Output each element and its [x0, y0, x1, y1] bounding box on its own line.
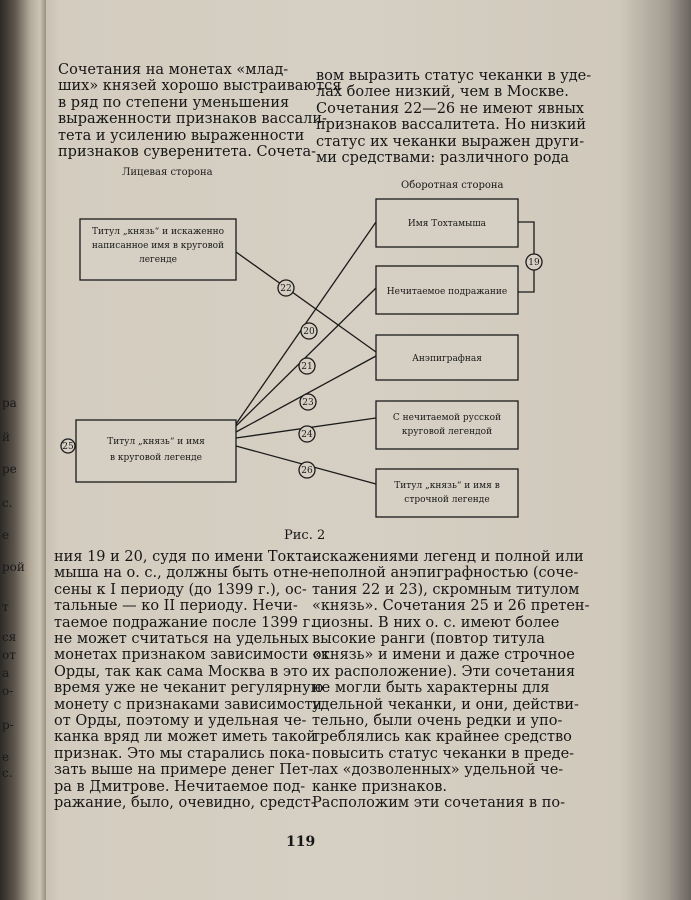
text-line: не могли быть характерны для: [312, 680, 550, 697]
text-line: Сочетания на монетах «млад-: [58, 62, 289, 78]
text-line: время уже не чеканит регулярную: [54, 680, 324, 697]
text-line: признак. Это мы старались пока-: [54, 745, 311, 762]
text-line: Орды, так как сама Москва в это: [54, 663, 308, 680]
obverse-box-1-line: написанное имя в круговой: [91, 241, 225, 251]
text-line: сены к I периоду (до 1399 г.), ос-: [54, 581, 307, 598]
text-line: канка вряд ли может иметь такой: [54, 729, 317, 746]
text-line: тельно, были очень редки и упо-: [312, 713, 563, 730]
text-line: повысить статус чеканки в преде-: [312, 745, 575, 762]
left-page-edge: [0, 0, 46, 900]
book-edge: [670, 0, 691, 900]
text-line: вом выразить статус чеканки в уде-: [316, 68, 592, 84]
connector-label: 22: [280, 284, 292, 294]
margin-fragment: е: [2, 750, 10, 764]
text-line: зать выше на примере денег Пет-: [54, 762, 314, 779]
text-line: «князь» и имени и даже строчное: [312, 647, 575, 664]
reverse-box-5-line: Титул „князь“ и имя в: [394, 481, 500, 491]
obverse-box-1-line: легенде: [139, 255, 177, 265]
text-line: тания 22 и 23), скромным титулом: [312, 581, 580, 598]
reverse-box-4: [376, 401, 518, 449]
obverse-box-2: [76, 420, 236, 482]
bottom-left-column: [54, 549, 330, 812]
text-line: таемое подражание после 1399 г.: [54, 614, 315, 631]
text-line: ния 19 и 20, судя по имени Токта-: [54, 549, 317, 565]
margin-fragment: ся: [2, 630, 17, 644]
text-line: ра в Дмитрове. Нечитаемое под-: [54, 778, 306, 795]
text-line: от Орды, поэтому и удельная че-: [54, 713, 307, 730]
connector-label: 20: [303, 327, 315, 337]
text-line: канке признаков.: [312, 778, 448, 795]
text-line: монету с признаками зависимости: [54, 696, 323, 713]
bottom-right-column: [312, 549, 590, 812]
margin-fragment: ре: [2, 462, 17, 476]
text-line: тета и усилению выраженности: [58, 127, 305, 144]
text-line: монетах признаком зависимости от: [54, 647, 330, 664]
book-page: [46, 0, 670, 900]
text-line: не может считаться на удельных: [54, 631, 309, 648]
margin-fragment: а: [2, 666, 10, 680]
text-line: ражание, было, очевидно, средст-: [54, 795, 316, 812]
text-line: ших» князей хорошо выстраиваются: [58, 78, 342, 95]
connector-label: 23: [302, 398, 314, 408]
margin-fragment: о-: [2, 684, 14, 698]
text-line: «князь». Сочетания 25 и 26 претен-: [312, 598, 590, 615]
margin-fragment: с.: [2, 766, 13, 780]
text-line: циозны. В них о. с. имеют более: [312, 614, 560, 631]
obverse-box-2-line: в круговой легенде: [109, 453, 203, 463]
text-line: высокие ранги (повтор титула: [312, 631, 545, 648]
text-line: Расположим эти сочетания в по-: [312, 795, 565, 812]
page-number: 119: [286, 834, 316, 850]
reverse-box-3-line: Анэпиграфная: [412, 354, 482, 364]
text-line: лах более низкий, чем в Москве.: [316, 84, 569, 101]
reverse-label: Оборотная сторона: [401, 180, 504, 191]
margin-fragment: т: [2, 600, 9, 614]
text-line: искажениями легенд и полной или: [312, 549, 584, 565]
text-line: тальные — ко II периоду. Нечи-: [54, 598, 298, 615]
margin-fragment: от: [2, 648, 16, 662]
diagram: [46, 0, 670, 560]
text-line: их расположение). Эти сочетания: [312, 663, 576, 680]
connector-label: 21: [301, 362, 313, 372]
text-line: признаков вассалитета. Но низкий: [316, 117, 587, 134]
margin-fragment: й: [2, 430, 10, 444]
obverse-label: Лицевая сторона: [122, 167, 213, 178]
margin-fragment: ра: [2, 396, 17, 410]
figure-caption: Рис. 2: [284, 528, 326, 543]
reverse-box-5: [376, 469, 518, 517]
text-line: треблялись как крайнее средство: [312, 729, 572, 746]
text-line: выраженности признаков вассали-: [58, 111, 327, 128]
connector-label: 26: [301, 466, 313, 476]
obverse-box-2-line: Титул „князь“ и имя: [107, 437, 205, 447]
obverse-marker-label: 25: [62, 442, 74, 452]
text-line: Сочетания 22—26 не имеют явных: [316, 100, 585, 117]
bracket-label: 19: [528, 258, 540, 268]
margin-fragment: с.: [2, 496, 13, 510]
text-line: мыша на о. с., должны быть отне-: [54, 565, 314, 582]
margin-fragment: рой: [2, 560, 25, 574]
text-line: признаков суверенитета. Сочета-: [58, 144, 317, 161]
text-line: удельной чеканки, и они, действи-: [312, 696, 579, 713]
reverse-box-4-line: круговой легендой: [401, 427, 493, 437]
margin-fragment: р-: [2, 718, 14, 732]
text-line: лах «дозволенных» удельной че-: [312, 762, 564, 779]
text-line: статус их чеканки выражен други-: [316, 133, 585, 150]
obverse-box-1-line: Титул „князь“ и искаженно: [92, 227, 224, 237]
reverse-box-2-line: Нечитаемое подражание: [386, 287, 508, 297]
reverse-box-1-line: Имя Тохтамыша: [407, 219, 487, 229]
connector-label: 24: [301, 430, 313, 440]
reverse-box-5-line: строчной легенде: [404, 495, 490, 505]
text-line: в ряд по степени уменьшения: [58, 94, 290, 111]
reverse-box-4-line: С нечитаемой русской: [392, 413, 502, 423]
margin-fragment: е: [2, 528, 10, 542]
text-line: ми средствами: различного рода: [316, 150, 570, 167]
text-line: неполной анэпиграфностью (соче-: [312, 565, 579, 582]
